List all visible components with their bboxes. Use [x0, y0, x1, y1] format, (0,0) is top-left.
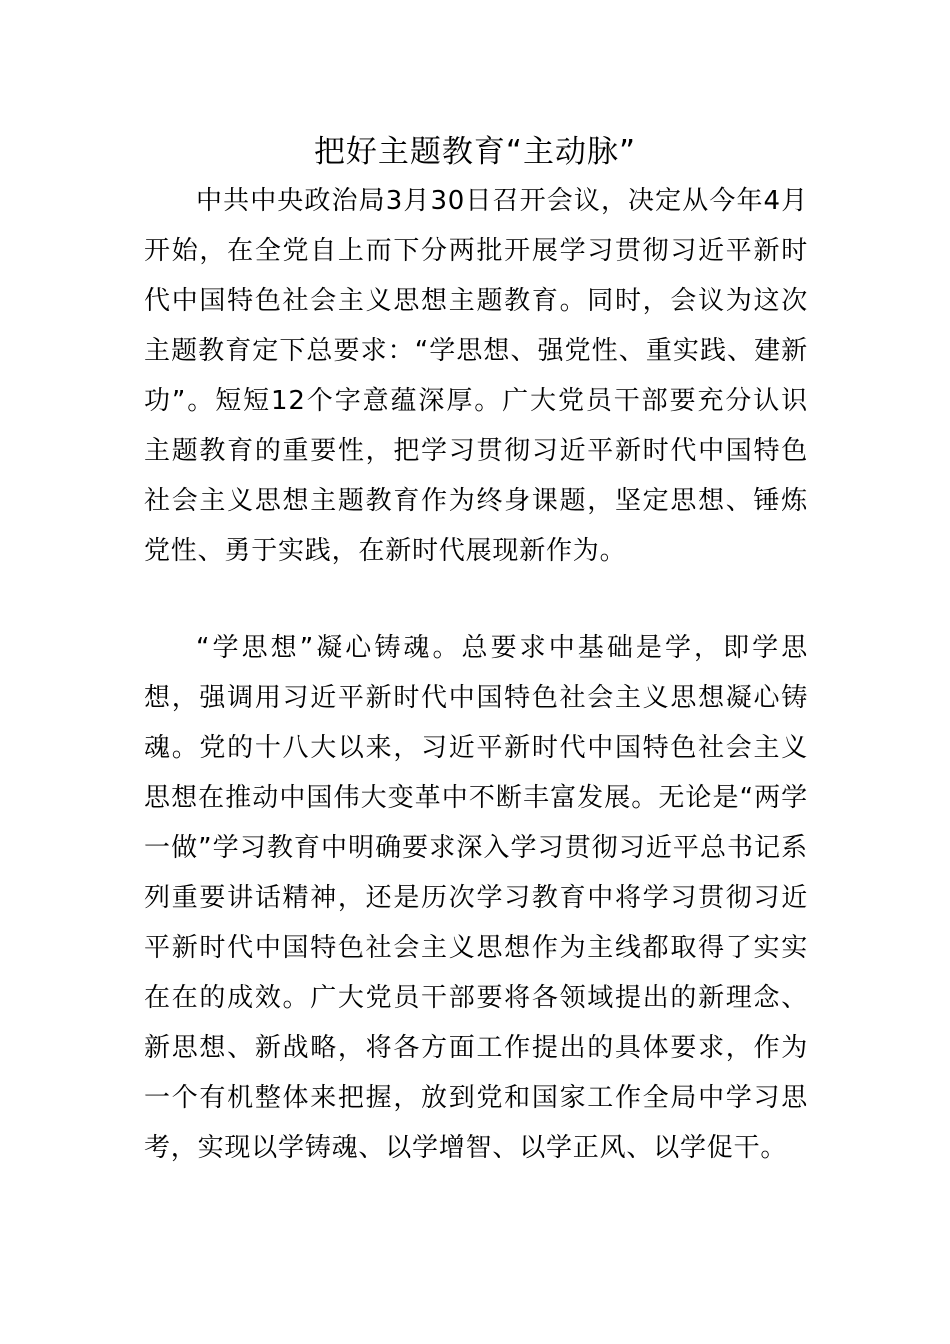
document-title: 把好主题教育“主动脉”	[313, 134, 637, 170]
paragraph-study-thought: “学思想”凝心铸魂。总要求中基础是学，即学思想，强调用习近平新时代中国特色社会主义思想凝心铸魂。党的十八大以来，习近平新时代中国特色社会主义思想在推动中国伟大变革中不断丰富发展。无论是“两学一做”学习教育中明确要求深入学习贯彻习近平总书记系列重要讲话精神，还是历次学习教育中将学习贯彻习近平新时代中国特色社会主义思想作为主线都取得了实实在在的成效。广大党员干部要将各领域提出的新理念、新思想、新战略，将各方面工作提出的具体要求，作为一个有机整体来把握，放到党和国家工作全局中学习思考，实现以学铸魂、以学增智、以学正风、以学促干。	[144, 633, 808, 1163]
paragraph-intro: 中共中央政治局3月30日召开会议，决定从今年4月开始，在全党自上而下分两批开展学习贯彻习近平新时代中国特色社会主义思想主题教育。同时，会议为这次主题教育定下总要求：“学思想、强党性、重实践、建新功”。短短12个字意蕴深厚。广大党员干部要充分认识主题教育的重要性，把学习贯彻习近平新时代中国特色社会主义思想主题教育作为终身课题，坚定思想、锤炼党性、勇于实践，在新时代展现新作为。	[144, 186, 808, 566]
